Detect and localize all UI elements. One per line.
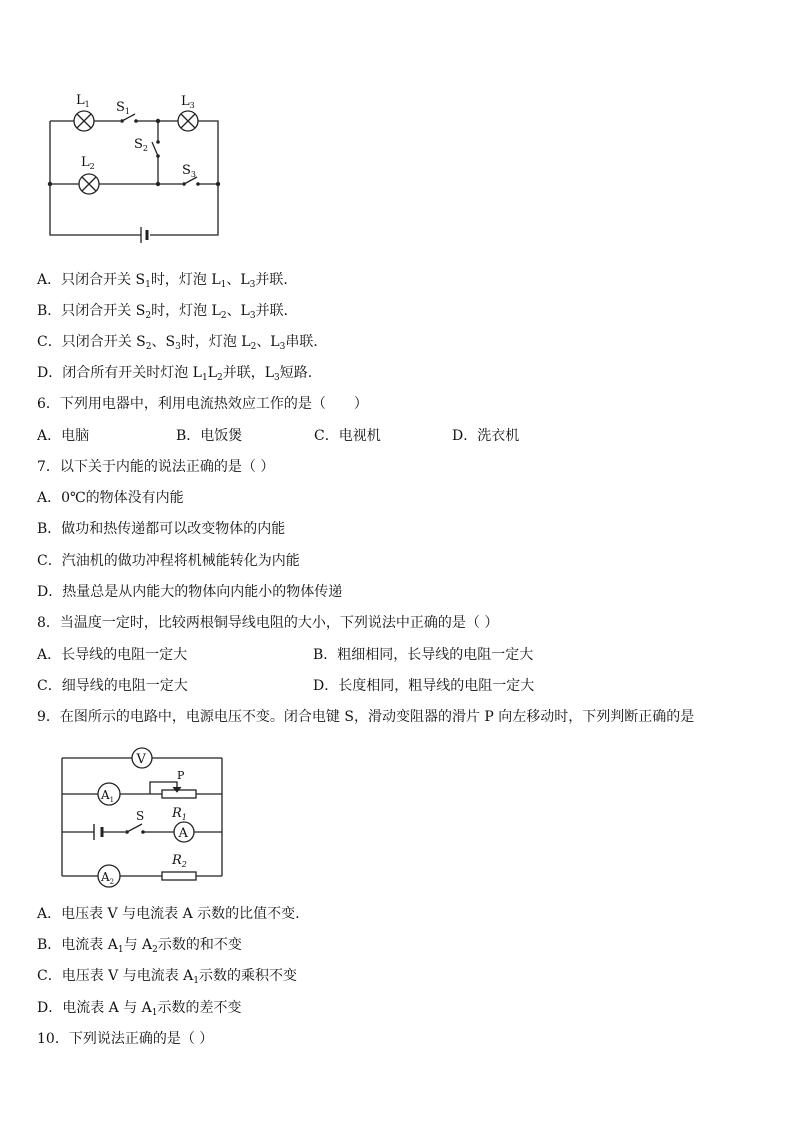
circuit-diagram-2 [50,744,236,890]
lamp-L3 [178,111,198,131]
label-S3: $S_3$ [182,163,196,179]
svg-text:S: S [136,809,145,823]
q6-option-a: A．电脑 [37,428,90,444]
q6-options [37,427,557,445]
battery [94,824,102,840]
svg-text:R1: $R_1$ [172,806,187,822]
q9-option-b: B．电流表 $A_1$与 $A_2$示数的和不变 [37,937,242,955]
voltmeter-V [132,748,152,768]
svg-text:A1: $A_1$ [101,788,115,804]
q8-options-row1 [37,646,577,664]
svg-text:P: P [177,769,185,782]
q7-option-b: B．做功和热传递都可以改变物体的内能 [37,521,286,537]
q5-option-a: A．只闭合开关 $S_1$时，灯泡 $L_1$、$L_3$并联． [37,272,298,290]
q6-option-b: B．电饭煲 [176,428,243,444]
label-L3: $L_3$ [181,94,195,110]
ammeter-A1 [98,783,120,805]
label-L2: $L_2$ [81,155,95,171]
q10-stem: 10．下列说法正确的是（ ） [37,1031,214,1047]
q7-option-a: A．0℃的物体没有内能 [37,490,184,506]
battery [141,227,147,243]
label-S2: $S_2$ [134,137,148,153]
q9-option-a: A．电压表 V 与电流表 A 示数的比值不变. [37,906,300,922]
switch-S2 [152,140,160,158]
svg-text:A2: $A_2$ [101,870,115,886]
svg-text:A: A [178,826,188,841]
q6-option-c: C．电视机 [314,428,381,444]
q8-stem: 8．当温度一定时，比较两根铜导线电阻的大小，下列说法中正确的是（ ） [37,615,499,631]
svg-text:V: V [136,752,146,767]
q8-option-a: A．长导线的电阻一定大 [37,647,188,663]
rheostat-R1 [162,769,196,822]
q9-option-c: C．电压表 V 与电流表 $A_1$示数的乘积不变 [37,968,298,986]
q7-stem: 7．以下关于内能的说法正确的是（ ） [37,459,275,475]
q7-option-c: C．汽油机的做功冲程将机械能转化为内能 [37,553,300,569]
q6-stem: 6．下列用电器中，利用电流热效应工作的是（ ） [37,396,368,412]
label-S1: $S_1$ [116,100,130,116]
q5-option-c: C．只闭合开关 $S_2$、$S_3$时，灯泡 $L_2$、$L_3$串联． [37,334,328,352]
q9-option-d: D．电流表 A 与 $A_1$示数的差不变 [37,1000,242,1018]
lamp-L2 [79,174,99,194]
q8-option-b: B．粗细相同，长导线的电阻一定大 [313,647,534,663]
q5-option-d: D．闭合所有开关时灯泡 $L_1L_2$并联，$L_3$短路. [37,365,313,383]
q8-option-d: D．长度相同，粗导线的电阻一定大 [313,678,535,694]
label-L1: $L_1$ [76,93,90,109]
q7-option-d: D．热量总是从内能大的物体向内能小的物体传递 [37,584,343,600]
q8-option-c: C．细导线的电阻一定大 [37,678,188,694]
lamp-L1 [74,111,94,131]
ammeter-A2 [98,865,120,887]
switch-S [125,809,157,834]
q6-option-d: D．洗衣机 [452,428,520,444]
circuit-diagram-1 [36,84,236,249]
q9-stem: 9．在图所示的电路中，电源电压不变。闭合电键 S，滑动变阻器的滑片 P 向左移动时，下列判断正确的是 [37,709,695,725]
q8-options-row2 [37,677,577,695]
q5-option-b: B．只闭合开关 $S_2$时，灯泡 $L_2$、$L_3$并联． [37,303,298,321]
svg-text:R2: $R_2$ [172,853,187,869]
resistor-R2 [162,853,196,880]
ammeter-A [174,822,194,842]
